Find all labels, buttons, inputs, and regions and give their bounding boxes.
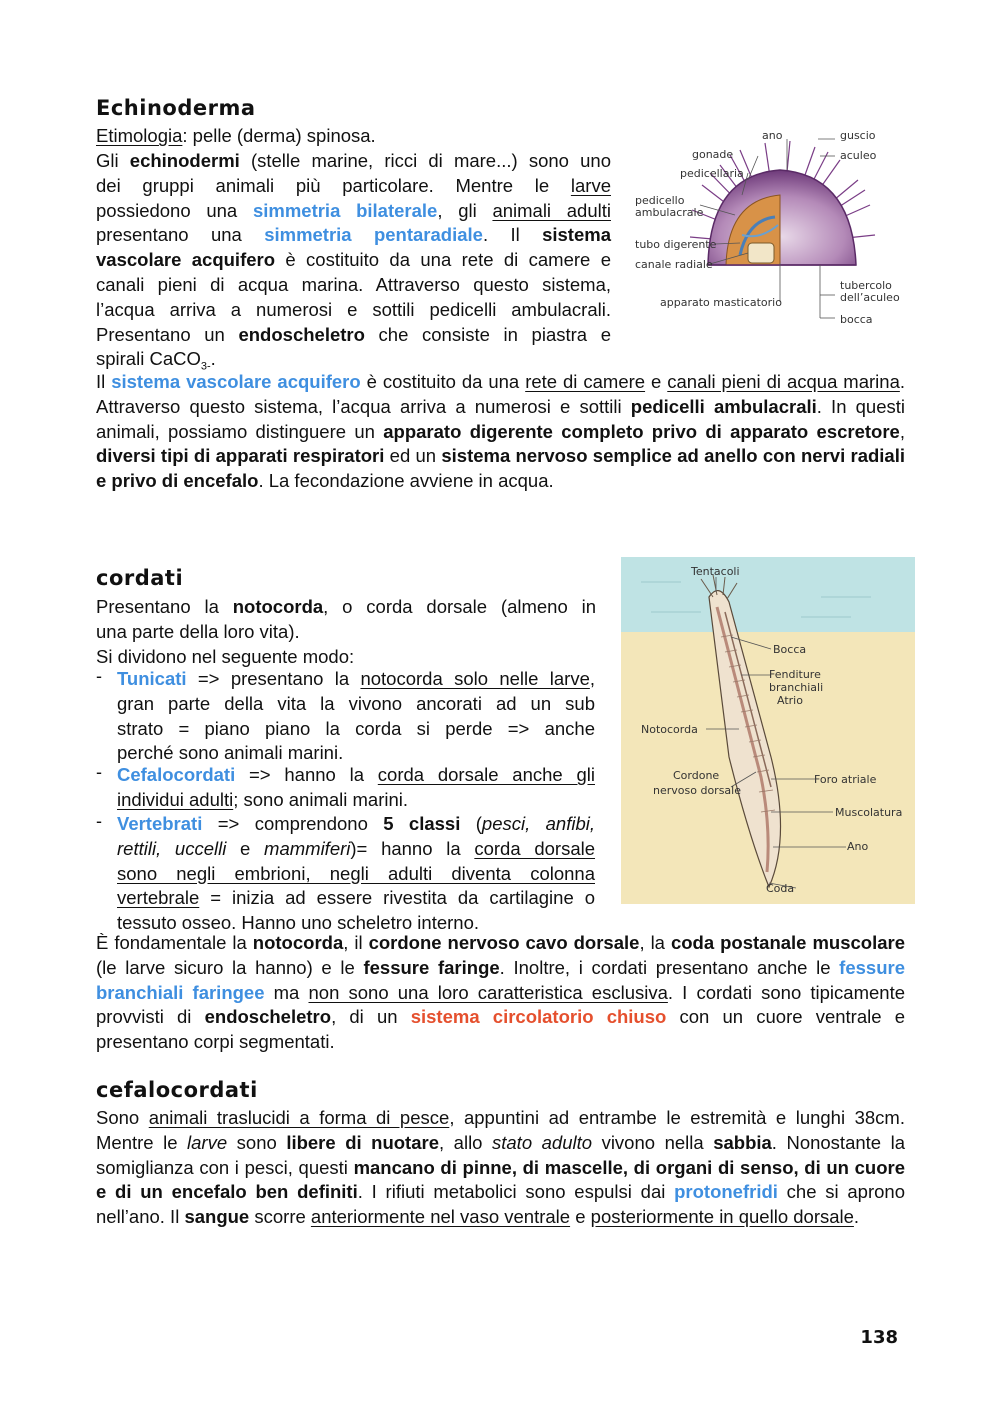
bullet-dash: -	[96, 666, 102, 686]
lancelet-diagram	[621, 557, 915, 904]
label-ano: ano	[762, 129, 783, 142]
label-tentacoli: Tentacoli	[691, 565, 740, 578]
label-bocca: bocca	[840, 313, 873, 326]
cefalocordati-paragraph: Sono animali traslucidi a forma di pesce, appuntini ad entrambe le estremità e lunghi 38cm. Mentre le larve sono libere di nuotare, allo stato adulto vivono nella sabbia. Nonostante la somiglianza con i pesci, questi mancano di pinne, di mascelle, di organi di senso, di un cuore e di un encefalo ben definiti. I rifiuti metabolici sono espulsi dai protonefridi che si aprono nell’ano. Il sangue scorre anteriormente nel vaso ventrale e posteriormente in quello dorsale.	[96, 1107, 906, 1228]
label-dell-aculeo: dell’aculeo	[840, 291, 900, 304]
list-item-cefalocordati: Cefalocordati => hanno la corda dorsale anche gli individui adulti; sono animali marini.	[117, 764, 595, 810]
list-item-vertebrati: Vertebrati => comprendono 5 classi (pesci, anfibi, rettili, uccelli e mammiferi)= hanno la corda dorsale sono negli embrioni, negli adulti diventa colonna vertebrale = inizia ad essere rivestita da cartilagine o tessuto osseo. Hanno uno scheletro interno.	[117, 813, 596, 934]
label-coda: Coda	[766, 882, 795, 895]
label-gonade: gonade	[692, 148, 734, 161]
label-nervoso-dorsale: nervoso dorsale	[653, 784, 741, 797]
cordati-intro: Presentano la notocorda, o corda dorsale (almeno in una parte della loro vita). Si dividono nel seguente modo:	[96, 596, 596, 667]
label-canale-radiale: canale radiale	[635, 258, 713, 271]
label-tubercolo: tubercolo	[840, 279, 892, 292]
label-ano: Ano	[847, 840, 869, 853]
label-ambulacrale: ambulacrale	[635, 206, 704, 219]
echinoderma-paragraph-2: Il sistema vascolare acquifero è costituito da una rete di camere e canali pieni di acqua marina. Attraverso questo sistema, l’acqua arriva a numerosi e sottili pedicelli ambulacrali. In questi animali, possiamo distinguere un apparato digerente completo privo di apparato escretore, diversi tipi di apparati respiratori ed un sistema nervoso semplice ad anello con nervi radiali e privo di encefalo. La fecondazione avviene in acqua.	[96, 371, 905, 492]
etymology-line	[96, 124, 616, 149]
label-aculeo: aculeo	[840, 149, 877, 162]
label-bocca: Bocca	[773, 643, 807, 656]
list-item-tunicati: Tunicati => presentano la notocorda solo nelle larve, gran parte della vita la vivono ancorati ad un sub strato = piano piano la corda si perde => anche perché sono animali marini.	[117, 668, 595, 764]
page-number: 138	[860, 1327, 898, 1348]
label-cordone: Cordone	[673, 769, 720, 782]
label-pedicello: pedicello	[635, 194, 685, 207]
label-foro-atriale: Foro atriale	[814, 773, 877, 786]
label-muscolatura: Muscolatura	[835, 806, 903, 819]
etymology-word: Etimologia	[96, 125, 183, 146]
label-fenditure: Fenditure	[769, 668, 821, 681]
sea-urchin-diagram	[630, 125, 905, 335]
etymology-text: : pelle (derma) spinosa.	[182, 125, 376, 146]
label-notocorda: Notocorda	[641, 723, 698, 736]
label-pedicellaria: pedicellaria	[680, 167, 744, 180]
cordati-paragraph-2: È fondamentale la notocorda, il cordone nervoso cavo dorsale, la coda postanale muscolare (le larve sicuro la hanno) e le fessure faringe. Inoltre, i cordati presentano anche le fessure branchiali faringee ma non sono una loro caratteristica esclusiva. I cordati sono tipicamente provvisti di endoscheletro, di un sistema circolatorio chiuso con un cuore ventrale e presentano corpi segmentati.	[96, 932, 905, 1053]
label-atrio: Atrio	[777, 694, 803, 707]
echinoderma-intro-paragraph: Gli echinodermi (stelle marine, ricci di mare...) sono uno dei gruppi animali più particolare. Mentre le larve possiedono una simmetria bilaterale, gli animali adulti presentano una simmetria pentaradiale. Il sistema vascolare acquifero è costituito da una rete di camere e canali pieni di acqua marina. Attraverso questo sistema, l’acqua arriva a numerosi e sottili pedicelli ambulacrali. Presentano un endoscheletro che consiste in piastra e spirali CaCO$_{3-}$.	[96, 150, 611, 374]
section-title-echinoderma: Echinoderma	[96, 96, 256, 120]
label-tubo-digerente: tubo digerente	[635, 238, 717, 251]
bullet-dash: -	[96, 811, 102, 831]
label-guscio: guscio	[840, 129, 876, 142]
label-branchiali: branchiali	[769, 681, 824, 694]
bullet-dash: -	[96, 762, 102, 782]
section-title-cefalocordati: cefalocordati	[96, 1078, 258, 1102]
section-title-cordati: cordati	[96, 566, 184, 590]
label-apparato-masticatorio: apparato masticatorio	[660, 296, 782, 309]
